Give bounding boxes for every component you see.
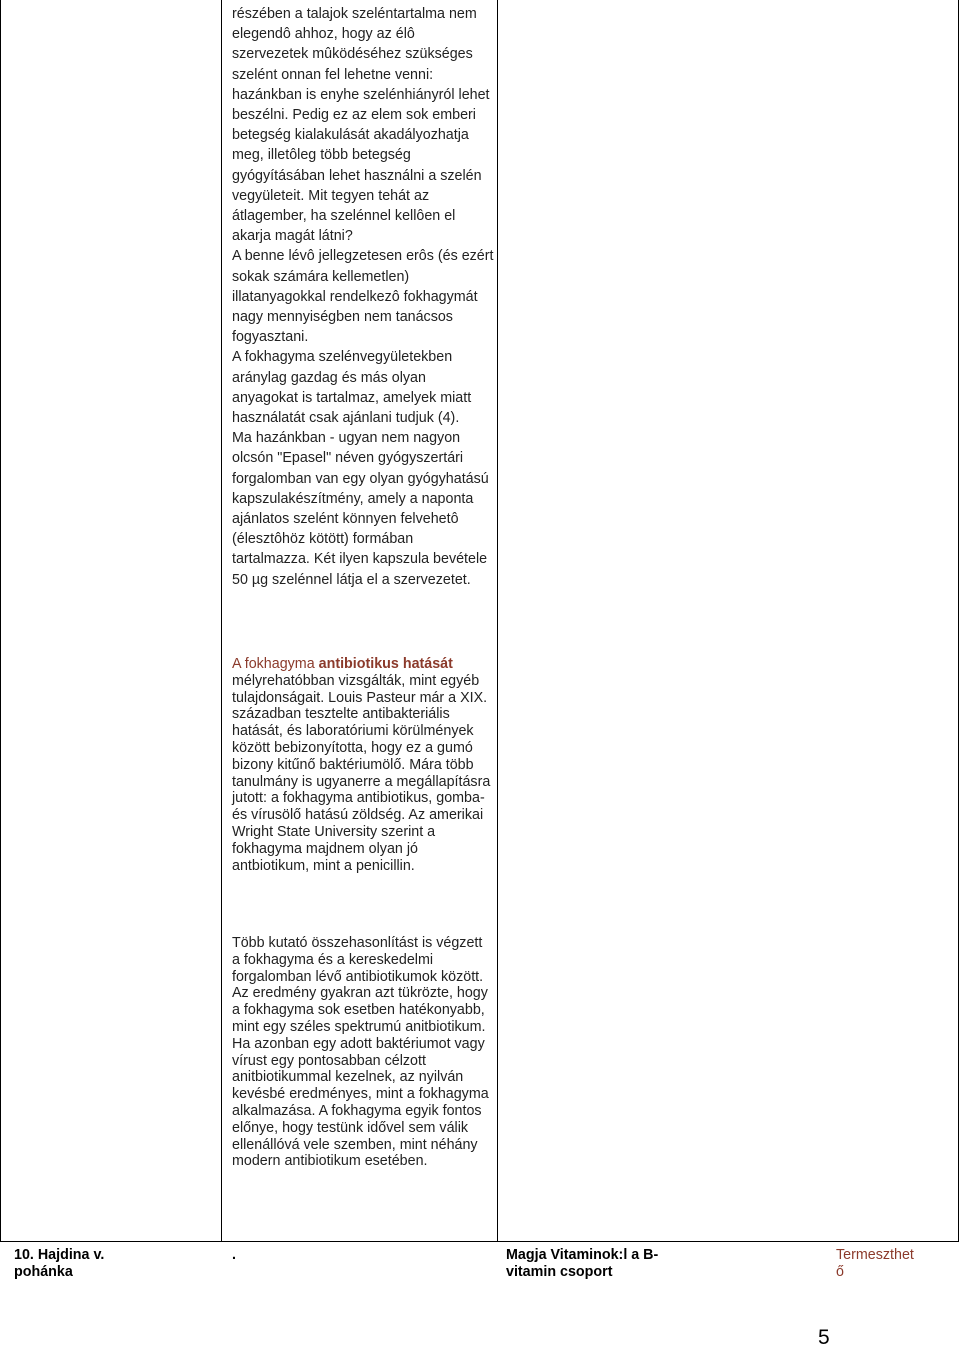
table-divider-1 [221, 0, 222, 1242]
footer-vitamins-line1: Magja Vitaminok:l a B- [506, 1247, 659, 1263]
comparison-paragraph [232, 935, 494, 1170]
footer-plant-name [14, 1247, 104, 1281]
antibiotic-keyword: antibiotikus hatását [318, 656, 453, 672]
footer-plant-line1: 10. Hajdina v. [14, 1247, 105, 1263]
footer-plant-line2: pohánka [14, 1264, 73, 1280]
footer-dot: . [232, 1247, 236, 1263]
antibiotic-paragraph [232, 656, 494, 874]
footer-cultivation-line2: ő [836, 1264, 844, 1280]
paragraph: A benne lévô jellegzetesen erôs (és ezért sokak számára kellemetlen) illatanyagokkal rendelkezô fokhagymát nagy mennyiségben nem tanácsos fogyasztani. [232, 248, 494, 346]
table-left-border [0, 0, 1, 1242]
table-right-border [958, 0, 959, 1242]
selenium-text-block [232, 4, 494, 590]
footer-vitamins-line2: vitamin csoport [506, 1264, 613, 1280]
footer-cultivation-line1: Termeszthet [836, 1247, 914, 1263]
table-bottom-border [0, 1241, 959, 1242]
comparison-body: Több kutató összehasonlítást is végzett a fokhagyma és a kereskedelmi forgalomban lévő antibiotikumok között. Az eredmény gyakran azt tükrözte, hogy a fokhagyma sok esetben hatékonyabb, mint egy széles spektrumú anitbiotikum. Ha azonban egy adott baktériumot vagy vírust egy pontosabban célzott anitbiotikummal kezelnek, az nyilván kevésbé eredményes, mint a fokhagyma alkalmazása. A fokhagyma egyik fontos előnye, hogy testünk idővel sem válik ellenállóvá vele szemben, mint néhány modern antibiotikum esetében. [232, 935, 489, 1170]
footer-vitamins [506, 1247, 658, 1281]
paragraph: A fokhagyma szelénvegyületekben aránylag gazdag és más olyan anyagokat is tartalmaz, amelyek miatt használatát csak ajánlani tudjuk (4). [232, 349, 472, 427]
antibiotic-body: mélyrehatóbban vizsgálták, mint egyéb tulajdonságait. Louis Pasteur már a XIX. században tesztelte antibakteriális hatását, és laboratóriumi körülmények között bebizonyította, hogy ez a gumó bizony kitűnő baktériumölő. Mára több tanulmány is ugyanerre a megállapításra jutott: a fokhagyma antibiotikus, gomba- és vírusölő hatású zöldség. Az amerikai Wright State University szerint a fokhagyma majdnem olyan jó antbiotikum, mint a penicillin. [232, 672, 491, 874]
table-divider-2 [497, 0, 498, 1242]
footer-cultivation [836, 1247, 914, 1281]
antibiotic-intro: A fokhagyma [232, 656, 319, 672]
page-number: 5 [818, 1326, 830, 1349]
paragraph: részében a talajok szeléntartalma nem elegendô ahhoz, hogy az élô szervezetek mûködéséhez szükséges szelént onnan fel lehetne venni: hazánkban is enyhe szelénhiányról lehet beszélni. Pedig ez az elem sok emberi betegség kialakulását akadályozhatja meg, illetôleg több betegség gyógyításában lehet használni a szelén vegyületeit. Mit tegyen tehát az átlagember, ha szelénnel kellôen el akarja magát látni? [232, 6, 490, 245]
paragraph: Ma hazánkban - ugyan nem nagyon olcsón "Epasel" néven gyógyszertári forgalomban van egy olyan gyógyhatású kapszulakészítmény, amely a naponta ajánlatos szelént könnyen felvehetô (élesztôhöz kötött) formában tartalmazza. Két ilyen kapszula bevétele 50 µg szelénnel látja el a szervezetet. [232, 430, 489, 588]
